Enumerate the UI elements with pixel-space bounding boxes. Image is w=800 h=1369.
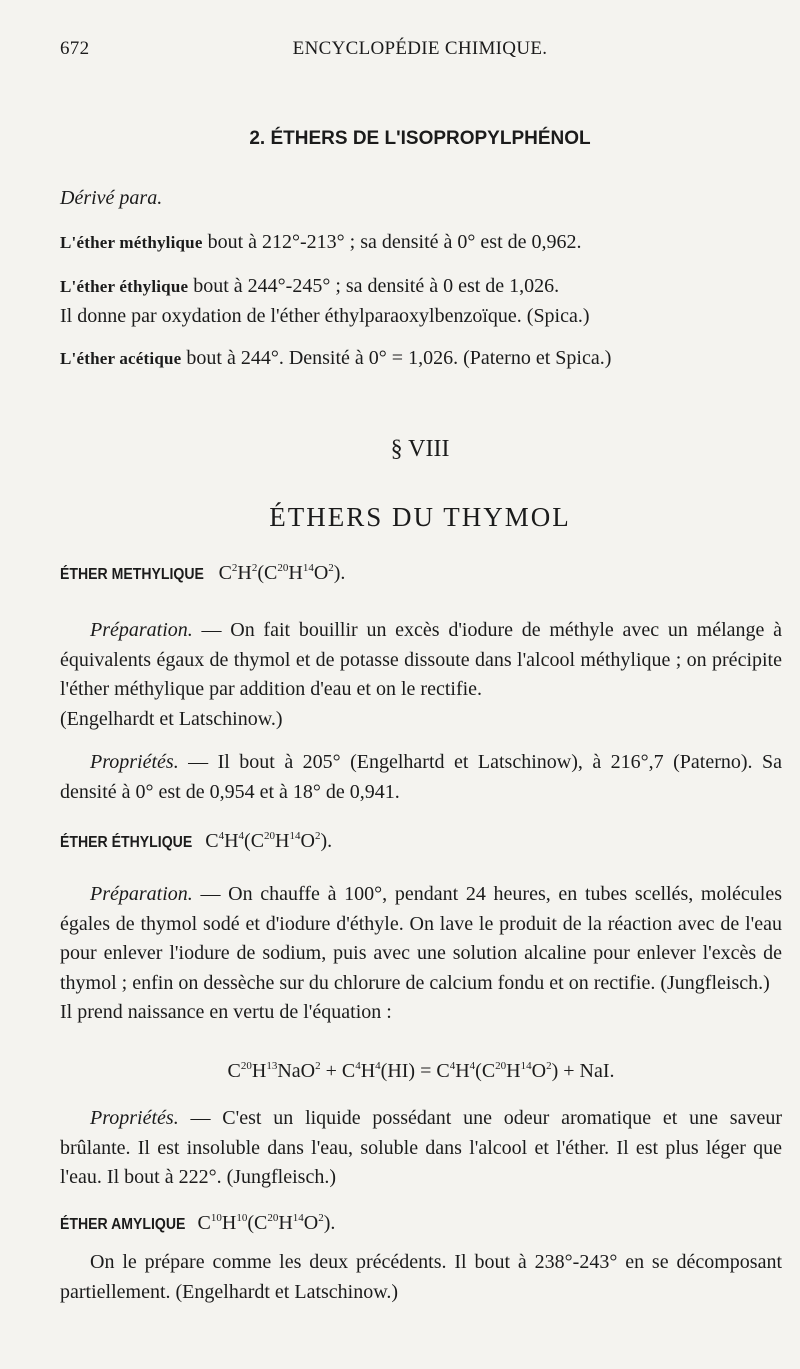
ether-paragraph [60,228,782,258]
page-number: 672 [60,38,90,59]
ethyl-label: ÉTHER ÉTHYLIQUE [60,834,193,851]
methyl-heading [60,562,782,585]
methyl-prop-label: Propriétés. [90,751,179,773]
ether-line [60,228,782,258]
ethyl-prep-paragraph [60,880,782,998]
ether-line [60,302,782,332]
running-title: ENCYCLOPÉDIE CHIMIQUE. [292,38,548,59]
amyl-heading [60,1212,782,1235]
ethyl-preparation [60,880,782,1028]
amyl-text-block [60,1248,782,1307]
ethyl-prop-paragraph [60,1104,782,1193]
methyl-properties [60,748,782,807]
chapter-number: § VIII [390,436,450,462]
methyl-prep-text: — On fait bouillir un excès d'iodure de méthyle avec un mélange à équivalents égaux de thymol et de potasse dissoute dans l'alcool méthylique ; on précipite l'éther méthylique par addition d'eau et on le rectifie. [60,619,782,700]
ether-label: L'éther acétique [60,349,182,368]
methyl-prep-paragraph [60,616,782,705]
ether-paragraph [60,272,782,331]
ethyl-prep-label: Préparation. [90,883,193,905]
ether-text: Il donne par oxydation de l'éther éthylparaoxylbenzoïque. (Spica.) [60,304,590,327]
running-header [60,38,780,68]
derive-label [60,184,782,214]
ethyl-formula: $C^4H^4(C^{20}H^{14}O^2)$. [205,830,333,852]
amyl-paragraph: On le prépare comme les deux précédents. Il bout à 238°-243° en se décomposant partiellement. (Engelhardt et Latschinow.) [60,1251,782,1303]
methyl-prep-label: Préparation. [90,619,193,641]
ether-line [60,344,782,374]
methyl-prop-paragraph [60,748,782,807]
ether-text: bout à 244°-245° ; sa densité à 0 est de 1,026. [188,275,560,297]
ethyl-heading [60,830,782,853]
ether-label: L'éther éthylique [60,277,189,296]
ether-label: L'éther méthylique [60,233,203,252]
ethyl-equation: $C^{20}H^{13}NaO^2 + C^4H^4(HI) = C^4H^4(C^{20}H^{14}O^2)$ + NaI. [227,1060,615,1082]
amyl-label: ÉTHER AMYLIQUE [60,1216,186,1233]
derive-text: Dérivé para. [60,187,163,209]
ether-text: bout à 244°. Densité à 0° = 1,026. (Paterno et Spica.) [181,347,612,369]
methyl-preparation [60,616,782,734]
methyl-formula: $C^2H^2(C^{20}H^{14}O^2)$. [218,562,346,584]
ether-line [60,272,782,302]
ethyl-prop-label: Propriétés. [90,1107,179,1129]
section-title: 2. ÉTHERS DE L'ISOPROPYLPHÉNOL [249,128,591,149]
ether-text: bout à 212°-213° ; sa densité à 0° est de 0,962. [202,231,582,253]
ether-paragraph [60,344,782,374]
methyl-prop-text: — Il bout à 205° (Engelhartd et Latschinow), à 216°,7 (Paterno). Sa densité à 0° est de 0,954 et à 18° de 0,941. [60,751,782,803]
amyl-formula: $C^{10}H^{10}(C^{20}H^{14}O^2)$. [197,1212,336,1234]
ethyl-properties [60,1104,782,1193]
ethyl-prop-text: — C'est un liquide possédant une odeur aromatique et une saveur brûlante. Il est insoluble dans l'eau, soluble dans l'alcool et l'éther. Il est plus léger que l'eau. Il bout à 222°. (Jungfleisch.) [60,1107,782,1188]
ethyl-prep-text2: Il prend naissance en vertu de l'équation : [60,1001,392,1023]
chapter-title: ÉTHERS DU THYMOL [269,502,571,532]
methyl-prep-ref: (Engelhardt et Latschinow.) [60,707,283,730]
methyl-label: ÉTHER METHYLIQUE [60,566,204,583]
ethyl-prep-text: — On chauffe à 100°, pendant 24 heures, en tubes scellés, molécules égales de thymol sodé et d'iodure d'éthyle. On lave le produit de la réaction avec de l'eau pour enlever l'iodure de sodium, puis avec une solution alcaline pour enlever l'excès de thymol ; enfin on dessèche sur du chlorure de calcium fondu et on rectifie. (Jungfleisch.) [60,883,782,994]
